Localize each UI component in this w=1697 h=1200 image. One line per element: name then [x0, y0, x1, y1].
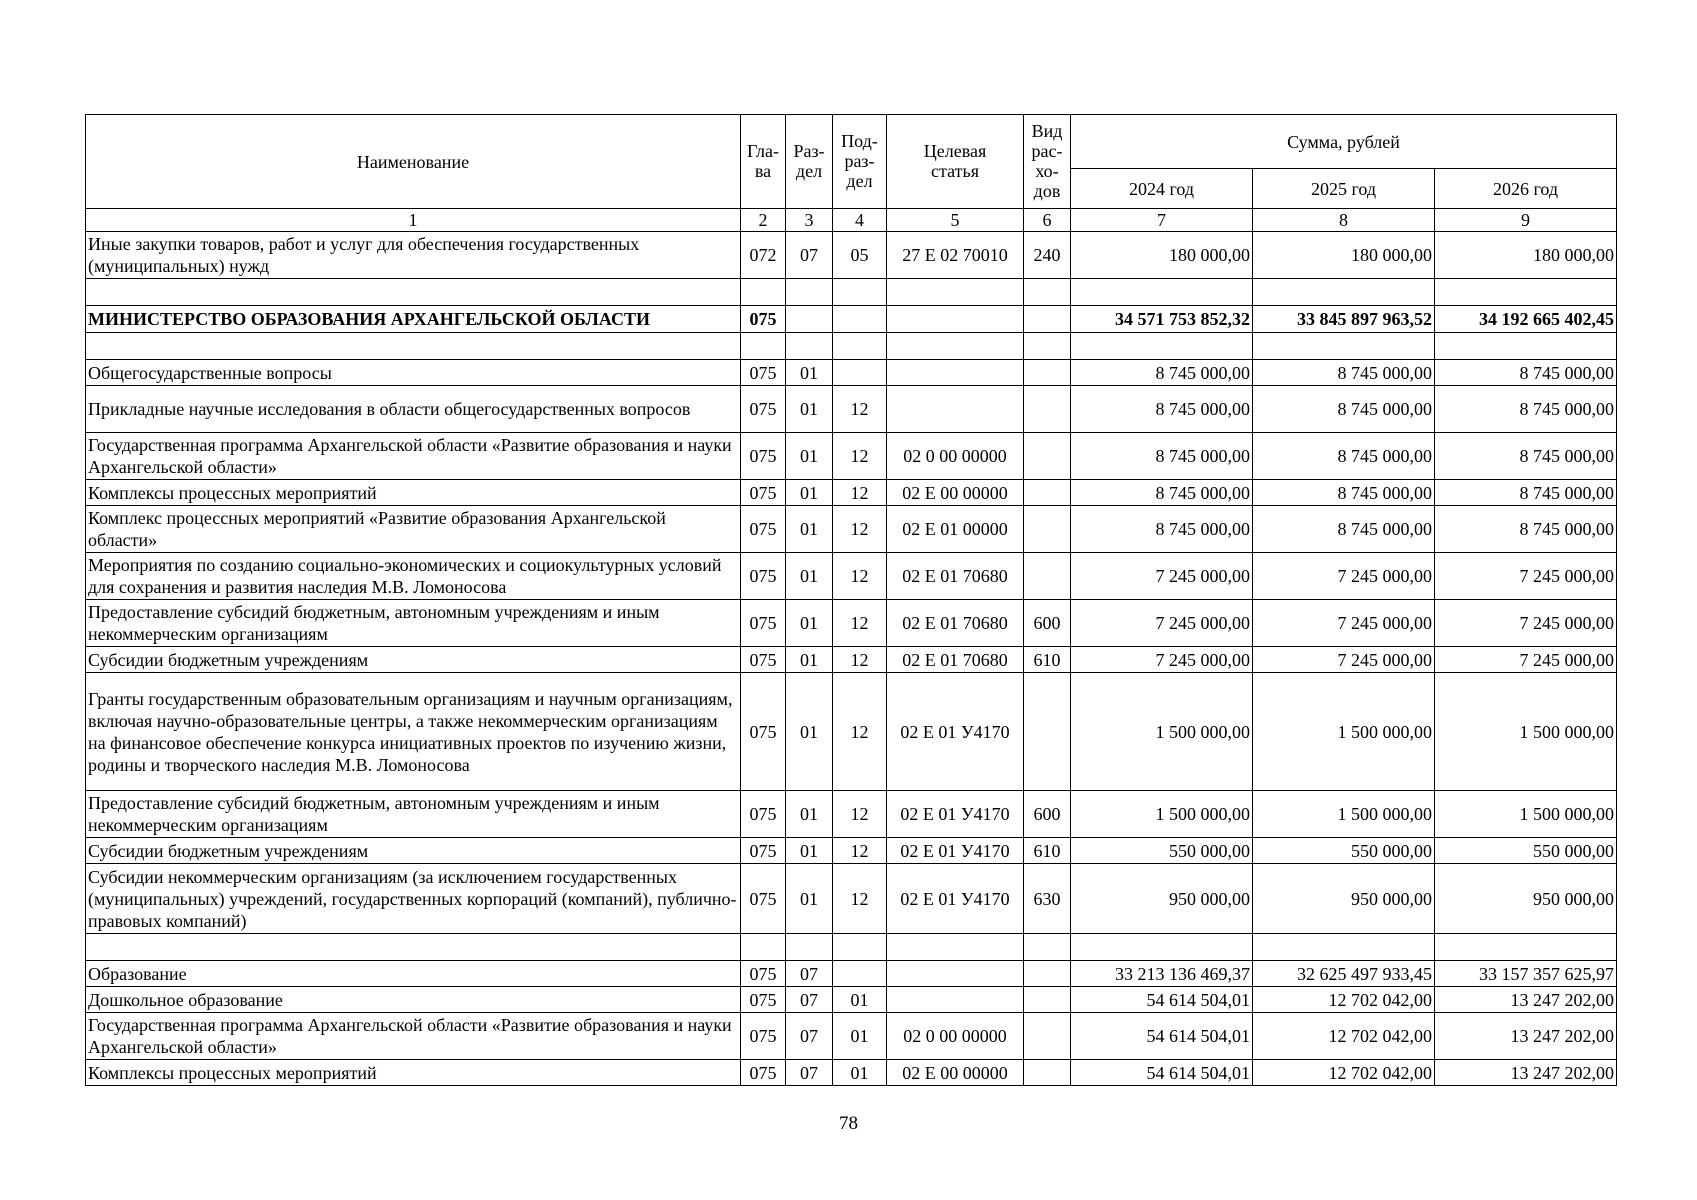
row-amount-2024: 8 745 000,00	[1071, 433, 1253, 480]
table-body	[86, 115, 1617, 1086]
row-target-cell: 02 Е 01 70680	[887, 647, 1024, 673]
row-target-cell: 27 Е 02 70010	[887, 232, 1024, 279]
row-target-cell: 02 Е 01 У4170	[887, 791, 1024, 838]
row-amount-2026	[1435, 279, 1617, 306]
table-row	[86, 433, 1617, 480]
row-name-cell: Комплексы процессных мероприятий	[86, 1060, 741, 1086]
row-amount-2025: 7 245 000,00	[1253, 600, 1435, 647]
row-glava-cell: 075	[741, 306, 786, 333]
table-row	[86, 647, 1617, 673]
row-name-cell: Субсидии некоммерческим организациям (за исключением государственных (муниципальных) учреждений, государственных корпораций (компаний), публично-правовых компаний)	[86, 864, 741, 934]
row-amount-2024: 34 571 753 852,32	[1071, 306, 1253, 333]
column-number: 8	[1253, 209, 1435, 232]
row-amount-2025: 8 745 000,00	[1253, 506, 1435, 553]
row-vid-cell: 600	[1024, 791, 1071, 838]
table-row	[86, 673, 1617, 791]
row-amount-2026: 34 192 665 402,45	[1435, 306, 1617, 333]
row-target-cell: 02 Е 01 70680	[887, 553, 1024, 600]
row-razdel-cell: 01	[786, 553, 833, 600]
table-row	[86, 961, 1617, 987]
table-row	[86, 232, 1617, 279]
row-amount-2026: 7 245 000,00	[1435, 647, 1617, 673]
row-name-cell: Субсидии бюджетным учреждениям	[86, 647, 741, 673]
row-podrazdel-cell: 12	[833, 480, 887, 506]
header-podrazdel	[833, 115, 887, 209]
row-target-cell	[887, 333, 1024, 360]
row-vid-cell	[1024, 480, 1071, 506]
row-amount-2025: 7 245 000,00	[1253, 553, 1435, 600]
row-target-cell: 02 Е 01 У4170	[887, 838, 1024, 864]
row-glava-cell: 075	[741, 433, 786, 480]
row-name-cell: Государственная программа Архангельской области «Развитие образования и науки Архангельской области»	[86, 433, 741, 480]
row-razdel-cell: 01	[786, 386, 833, 433]
column-number: 4	[833, 209, 887, 232]
row-razdel-cell: 01	[786, 506, 833, 553]
row-target-cell: 02 Е 01 00000	[887, 506, 1024, 553]
row-podrazdel-cell: 12	[833, 864, 887, 934]
row-amount-2026: 7 245 000,00	[1435, 553, 1617, 600]
row-vid-cell	[1024, 306, 1071, 333]
row-target-cell: 02 0 00 00000	[887, 433, 1024, 480]
table-row	[86, 791, 1617, 838]
row-target-cell: 02 Е 01 70680	[887, 600, 1024, 647]
row-glava-cell: 075	[741, 961, 786, 987]
table-row	[86, 1013, 1617, 1060]
page-number: 78	[839, 1113, 858, 1134]
row-amount-2025: 8 745 000,00	[1253, 386, 1435, 433]
row-name-cell: Предоставление субсидий бюджетным, автономным учреждениям и иным некоммерческим организациям	[86, 600, 741, 647]
row-podrazdel-cell: 12	[833, 673, 887, 791]
row-razdel-cell	[786, 934, 833, 961]
row-glava-cell: 075	[741, 600, 786, 647]
header-glava-line: Гла-	[746, 141, 780, 161]
row-amount-2025: 1 500 000,00	[1253, 791, 1435, 838]
header-razdel-line: Раз-	[793, 141, 825, 161]
row-vid-cell	[1024, 961, 1071, 987]
row-name-cell: Комплекс процессных мероприятий «Развитие образования Архангельской области»	[86, 506, 741, 553]
row-target-cell: 02 Е 00 00000	[887, 480, 1024, 506]
row-amount-2025: 1 500 000,00	[1253, 673, 1435, 791]
row-amount-2024: 7 245 000,00	[1071, 600, 1253, 647]
table-row	[86, 333, 1617, 360]
row-target-cell	[887, 987, 1024, 1013]
row-razdel-cell: 01	[786, 864, 833, 934]
row-vid-cell	[1024, 333, 1071, 360]
row-razdel-cell: 01	[786, 360, 833, 386]
row-name-cell: Предоставление субсидий бюджетным, автономным учреждениям и иным некоммерческим организациям	[86, 791, 741, 838]
row-razdel-cell	[786, 333, 833, 360]
row-amount-2026	[1435, 934, 1617, 961]
row-name-cell: Гранты государственным образовательным организациям и научным организациям, включая научно-образовательные центры, а также некоммерческим организациям на финансовое обеспечение конкурса инициативных проектов по изучению жизни, родины и творческого наследия М.В. Ломоносова	[86, 673, 741, 791]
row-vid-cell: 630	[1024, 864, 1071, 934]
row-razdel-cell	[786, 279, 833, 306]
row-razdel-cell: 07	[786, 1013, 833, 1060]
row-amount-2024: 8 745 000,00	[1071, 480, 1253, 506]
row-amount-2024: 33 213 136 469,37	[1071, 961, 1253, 987]
row-amount-2025: 180 000,00	[1253, 232, 1435, 279]
row-amount-2025: 950 000,00	[1253, 864, 1435, 934]
row-amount-2025: 33 845 897 963,52	[1253, 306, 1435, 333]
row-amount-2024: 1 500 000,00	[1071, 791, 1253, 838]
row-amount-2025	[1253, 279, 1435, 306]
header-podrazdel-line: раз-	[844, 151, 875, 171]
row-amount-2024: 1 500 000,00	[1071, 673, 1253, 791]
header-vid-line: рас-	[1031, 141, 1063, 161]
column-number-row	[86, 209, 1617, 232]
row-amount-2026: 180 000,00	[1435, 232, 1617, 279]
row-vid-cell	[1024, 553, 1071, 600]
row-glava-cell: 075	[741, 386, 786, 433]
table-row	[86, 306, 1617, 333]
row-podrazdel-cell: 12	[833, 838, 887, 864]
row-amount-2024: 8 745 000,00	[1071, 386, 1253, 433]
row-razdel-cell: 07	[786, 1060, 833, 1086]
header-target	[887, 115, 1024, 209]
row-vid-cell	[1024, 987, 1071, 1013]
table-row	[86, 480, 1617, 506]
row-amount-2024	[1071, 934, 1253, 961]
row-glava-cell: 075	[741, 838, 786, 864]
row-target-cell	[887, 306, 1024, 333]
row-vid-cell	[1024, 1060, 1071, 1086]
row-amount-2024: 950 000,00	[1071, 864, 1253, 934]
row-podrazdel-cell: 01	[833, 987, 887, 1013]
budget-table	[85, 114, 1617, 1086]
row-amount-2024: 180 000,00	[1071, 232, 1253, 279]
row-glava-cell: 075	[741, 480, 786, 506]
row-amount-2025	[1253, 333, 1435, 360]
row-glava-cell: 075	[741, 791, 786, 838]
row-vid-cell	[1024, 673, 1071, 791]
row-amount-2025: 32 625 497 933,45	[1253, 961, 1435, 987]
row-glava-cell: 075	[741, 360, 786, 386]
row-vid-cell: 240	[1024, 232, 1071, 279]
row-target-cell: 02 Е 00 00000	[887, 1060, 1024, 1086]
row-glava-cell: 075	[741, 506, 786, 553]
table-row	[86, 279, 1617, 306]
row-amount-2026: 8 745 000,00	[1435, 433, 1617, 480]
row-vid-cell: 610	[1024, 838, 1071, 864]
row-name-cell: МИНИСТЕРСТВО ОБРАЗОВАНИЯ АРХАНГЕЛЬСКОЙ ОБЛАСТИ	[86, 306, 741, 333]
row-amount-2026: 550 000,00	[1435, 838, 1617, 864]
row-podrazdel-cell	[833, 306, 887, 333]
row-podrazdel-cell: 01	[833, 1060, 887, 1086]
table-row	[86, 838, 1617, 864]
row-glava-cell: 075	[741, 673, 786, 791]
row-amount-2026: 950 000,00	[1435, 864, 1617, 934]
row-podrazdel-cell: 01	[833, 1013, 887, 1060]
row-razdel-cell: 07	[786, 232, 833, 279]
header-vid-line: хо-	[1035, 161, 1059, 181]
row-name-cell: Комплексы процессных мероприятий	[86, 480, 741, 506]
row-target-cell	[887, 360, 1024, 386]
row-razdel-cell: 07	[786, 961, 833, 987]
row-amount-2026: 13 247 202,00	[1435, 1013, 1617, 1060]
column-number: 5	[887, 209, 1024, 232]
row-target-cell	[887, 386, 1024, 433]
row-razdel-cell: 01	[786, 600, 833, 647]
row-podrazdel-cell	[833, 961, 887, 987]
column-number: 1	[86, 209, 741, 232]
row-vid-cell	[1024, 433, 1071, 480]
row-podrazdel-cell: 12	[833, 647, 887, 673]
row-vid-cell	[1024, 386, 1071, 433]
header-row	[86, 115, 1617, 169]
row-amount-2025: 8 745 000,00	[1253, 433, 1435, 480]
table-row	[86, 553, 1617, 600]
row-glava-cell	[741, 934, 786, 961]
row-name-cell: Образование	[86, 961, 741, 987]
row-podrazdel-cell	[833, 333, 887, 360]
row-podrazdel-cell: 12	[833, 791, 887, 838]
row-razdel-cell: 01	[786, 791, 833, 838]
row-amount-2025: 7 245 000,00	[1253, 647, 1435, 673]
header-podrazdel-line: дел	[846, 171, 873, 191]
row-amount-2026	[1435, 333, 1617, 360]
table-row	[86, 864, 1617, 934]
row-name-cell: Государственная программа Архангельской области «Развитие образования и науки Архангельской области»	[86, 1013, 741, 1060]
row-glava-cell: 075	[741, 1060, 786, 1086]
header-glava	[741, 115, 786, 209]
header-year-2024: 2024 год	[1071, 169, 1253, 209]
table-row	[86, 1060, 1617, 1086]
row-amount-2025: 550 000,00	[1253, 838, 1435, 864]
row-amount-2026: 8 745 000,00	[1435, 386, 1617, 433]
row-podrazdel-cell	[833, 360, 887, 386]
row-podrazdel-cell: 12	[833, 386, 887, 433]
row-amount-2026: 8 745 000,00	[1435, 506, 1617, 553]
row-razdel-cell: 01	[786, 838, 833, 864]
row-amount-2025: 12 702 042,00	[1253, 1060, 1435, 1086]
header-vid-line: дов	[1033, 181, 1061, 201]
row-amount-2026: 33 157 357 625,97	[1435, 961, 1617, 987]
row-amount-2024	[1071, 279, 1253, 306]
row-vid-cell: 610	[1024, 647, 1071, 673]
column-number: 3	[786, 209, 833, 232]
row-razdel-cell	[786, 306, 833, 333]
table-row	[86, 600, 1617, 647]
header-glava-line: ва	[754, 161, 772, 181]
row-razdel-cell: 01	[786, 673, 833, 791]
row-podrazdel-cell: 12	[833, 506, 887, 553]
table-row	[86, 506, 1617, 553]
row-glava-cell	[741, 279, 786, 306]
header-sum: Сумма, рублей	[1071, 115, 1617, 169]
row-amount-2024: 54 614 504,01	[1071, 1013, 1253, 1060]
row-amount-2024	[1071, 333, 1253, 360]
header-vid	[1024, 115, 1071, 209]
row-glava-cell: 075	[741, 647, 786, 673]
row-vid-cell	[1024, 506, 1071, 553]
column-number: 7	[1071, 209, 1253, 232]
row-amount-2024: 7 245 000,00	[1071, 647, 1253, 673]
header-razdel-line: дел	[795, 161, 823, 181]
row-podrazdel-cell	[833, 279, 887, 306]
row-amount-2024: 8 745 000,00	[1071, 506, 1253, 553]
row-glava-cell: 072	[741, 232, 786, 279]
row-amount-2025: 12 702 042,00	[1253, 987, 1435, 1013]
table-row	[86, 360, 1617, 386]
row-glava-cell	[741, 333, 786, 360]
row-amount-2026: 13 247 202,00	[1435, 987, 1617, 1013]
row-name-cell	[86, 934, 741, 961]
row-amount-2026: 8 745 000,00	[1435, 360, 1617, 386]
header-podrazdel-line: Под-	[841, 131, 878, 151]
row-amount-2024: 7 245 000,00	[1071, 553, 1253, 600]
row-target-cell: 02 0 00 00000	[887, 1013, 1024, 1060]
row-amount-2025: 8 745 000,00	[1253, 480, 1435, 506]
row-amount-2024: 54 614 504,01	[1071, 1060, 1253, 1086]
row-name-cell	[86, 333, 741, 360]
row-podrazdel-cell: 12	[833, 433, 887, 480]
row-name-cell: Дошкольное образование	[86, 987, 741, 1013]
row-amount-2026: 8 745 000,00	[1435, 480, 1617, 506]
row-amount-2024: 550 000,00	[1071, 838, 1253, 864]
row-vid-cell	[1024, 279, 1071, 306]
row-amount-2024: 54 614 504,01	[1071, 987, 1253, 1013]
table-row	[86, 934, 1617, 961]
header-target-line: статья	[931, 161, 979, 181]
row-name-cell: Общегосударственные вопросы	[86, 360, 741, 386]
row-amount-2024: 8 745 000,00	[1071, 360, 1253, 386]
row-target-cell	[887, 279, 1024, 306]
row-amount-2026: 7 245 000,00	[1435, 600, 1617, 647]
row-amount-2025: 8 745 000,00	[1253, 360, 1435, 386]
row-target-cell: 02 Е 01 У4170	[887, 864, 1024, 934]
row-amount-2025: 12 702 042,00	[1253, 1013, 1435, 1060]
row-razdel-cell: 01	[786, 647, 833, 673]
column-number: 2	[741, 209, 786, 232]
row-podrazdel-cell: 12	[833, 600, 887, 647]
row-vid-cell	[1024, 1013, 1071, 1060]
row-target-cell	[887, 934, 1024, 961]
row-podrazdel-cell	[833, 934, 887, 961]
row-name-cell: Иные закупки товаров, работ и услуг для обеспечения государственных (муниципальных) нужд	[86, 232, 741, 279]
column-number: 6	[1024, 209, 1071, 232]
row-vid-cell	[1024, 934, 1071, 961]
header-year-2026: 2026 год	[1435, 169, 1617, 209]
row-razdel-cell: 07	[786, 987, 833, 1013]
row-podrazdel-cell: 05	[833, 232, 887, 279]
row-amount-2026: 13 247 202,00	[1435, 1060, 1617, 1086]
row-glava-cell: 075	[741, 864, 786, 934]
header-target-line: Целевая	[923, 141, 987, 161]
row-name-cell	[86, 279, 741, 306]
row-razdel-cell: 01	[786, 433, 833, 480]
row-vid-cell: 600	[1024, 600, 1071, 647]
row-amount-2025	[1253, 934, 1435, 961]
header-razdel	[786, 115, 833, 209]
row-amount-2026: 1 500 000,00	[1435, 791, 1617, 838]
row-name-cell: Прикладные научные исследования в области общегосударственных вопросов	[86, 386, 741, 433]
header-name: Наименование	[86, 115, 741, 209]
row-glava-cell: 075	[741, 987, 786, 1013]
header-vid-line: Вид	[1031, 121, 1063, 141]
row-target-cell	[887, 961, 1024, 987]
row-razdel-cell: 01	[786, 480, 833, 506]
row-name-cell: Мероприятия по созданию социально-экономических и социокультурных условий для сохранения и развития наследия М.В. Ломоносова	[86, 553, 741, 600]
row-amount-2026: 1 500 000,00	[1435, 673, 1617, 791]
table-row	[86, 386, 1617, 433]
table-row	[86, 987, 1617, 1013]
row-podrazdel-cell: 12	[833, 553, 887, 600]
row-glava-cell: 075	[741, 1013, 786, 1060]
row-name-cell: Субсидии бюджетным учреждениям	[86, 838, 741, 864]
row-glava-cell: 075	[741, 553, 786, 600]
column-number: 9	[1435, 209, 1617, 232]
row-target-cell: 02 Е 01 У4170	[887, 673, 1024, 791]
header-year-2025: 2025 год	[1253, 169, 1435, 209]
row-vid-cell	[1024, 360, 1071, 386]
